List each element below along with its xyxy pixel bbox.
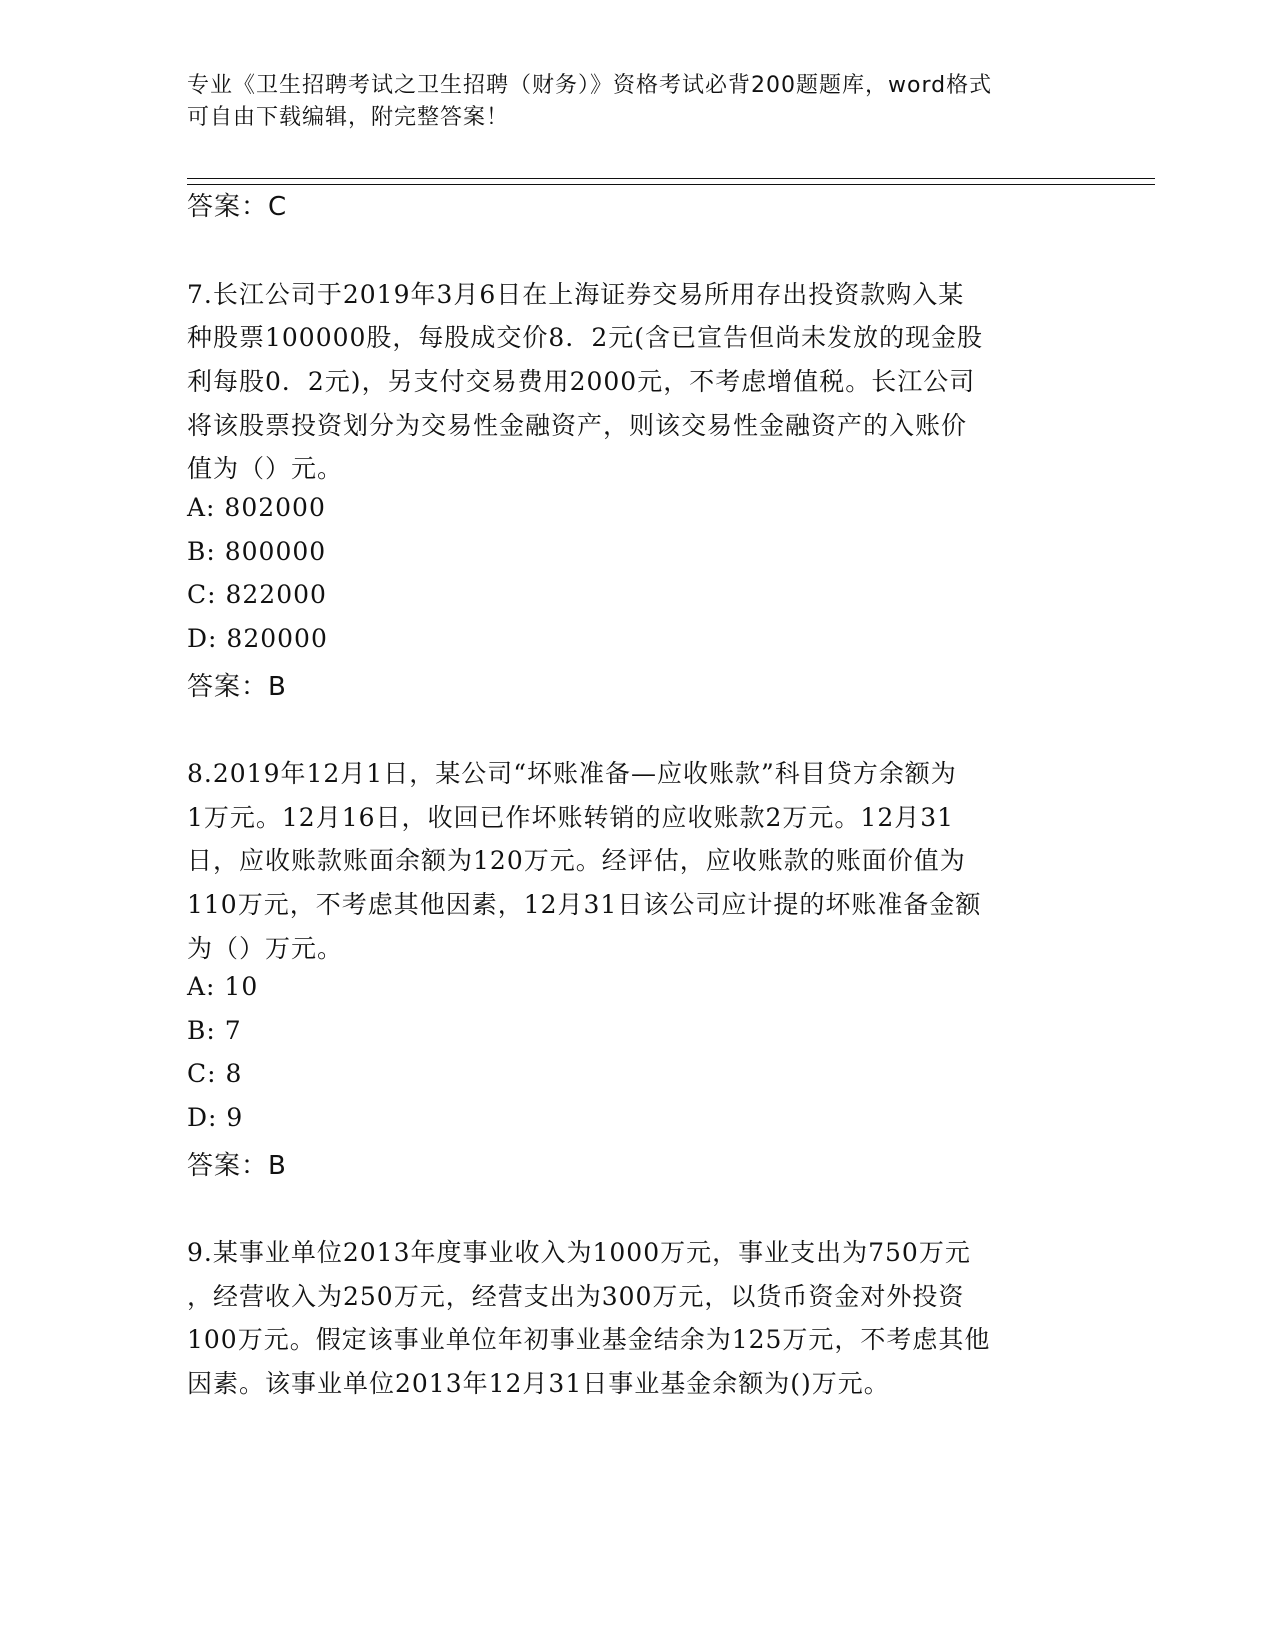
header-divider-top [187,178,1155,179]
question-7-option-c: C: 822000 [187,580,327,609]
question-8-line-4: 110万元，不考虑其他因素，12月31日该公司应计提的坏账准备金额 [187,890,982,919]
question-9-line-4: 因素。该事业单位2013年12月31日事业基金余额为()万元。 [187,1369,890,1398]
question-7-line-5: 值为（）元。 [187,454,344,483]
question-8-option-c: C: 8 [187,1059,243,1088]
header-line-1: 专业《卫生招聘考试之卫生招聘（财务）》资格考试必背200题题库，word格式 [187,73,993,98]
question-9-line-1: 9.某事业单位2013年度事业收入为1000万元，事业支出为750万元 [187,1238,971,1267]
previous-answer: 答案：C [187,192,288,222]
question-7-option-a: A: 802000 [187,493,326,522]
header-divider-bottom [187,184,1155,185]
question-7-option-b: B: 800000 [187,537,327,566]
question-8-line-1: 8.2019年12月1日，某公司“坏账准备—应收账款”科目贷方余额为 [187,759,957,788]
question-8-option-d: D: 9 [187,1103,244,1132]
question-7-answer: 答案：B [187,672,287,702]
question-7-line-2: 种股票100000股，每股成交价8．2元(含已宣告但尚未发放的现金股 [187,323,984,352]
question-7-line-4: 将该股票投资划分为交易性金融资产，则该交易性金融资产的入账价 [187,411,968,440]
question-9-line-2: ，经营收入为250万元，经营支出为300万元，以货币资金对外投资 [187,1282,965,1311]
question-9-line-3: 100万元。假定该事业单位年初事业基金结余为125万元，不考虑其他 [187,1325,991,1354]
question-7-option-d: D: 820000 [187,624,328,653]
question-8-line-5: 为（）万元。 [187,934,344,963]
document-header [187,70,1067,134]
question-8-option-a: A: 10 [187,972,259,1001]
question-8-line-3: 日，应收账款账面余额为120万元。经评估，应收账款的账面价值为 [187,846,966,875]
question-7-line-3: 利每股0．2元)，另支付交易费用2000元，不考虑增值税。长江公司 [187,367,976,396]
question-8-answer: 答案：B [187,1151,287,1181]
question-8-line-2: 1万元。12月16日，收回已作坏账转销的应收账款2万元。12月31 [187,803,955,832]
question-7-line-1: 7.长江公司于2019年3月6日在上海证券交易所用存出投资款购入某 [187,280,965,309]
header-line-2: 可自由下载编辑，附完整答案！ [187,105,510,130]
question-8-option-b: B: 7 [187,1016,242,1045]
